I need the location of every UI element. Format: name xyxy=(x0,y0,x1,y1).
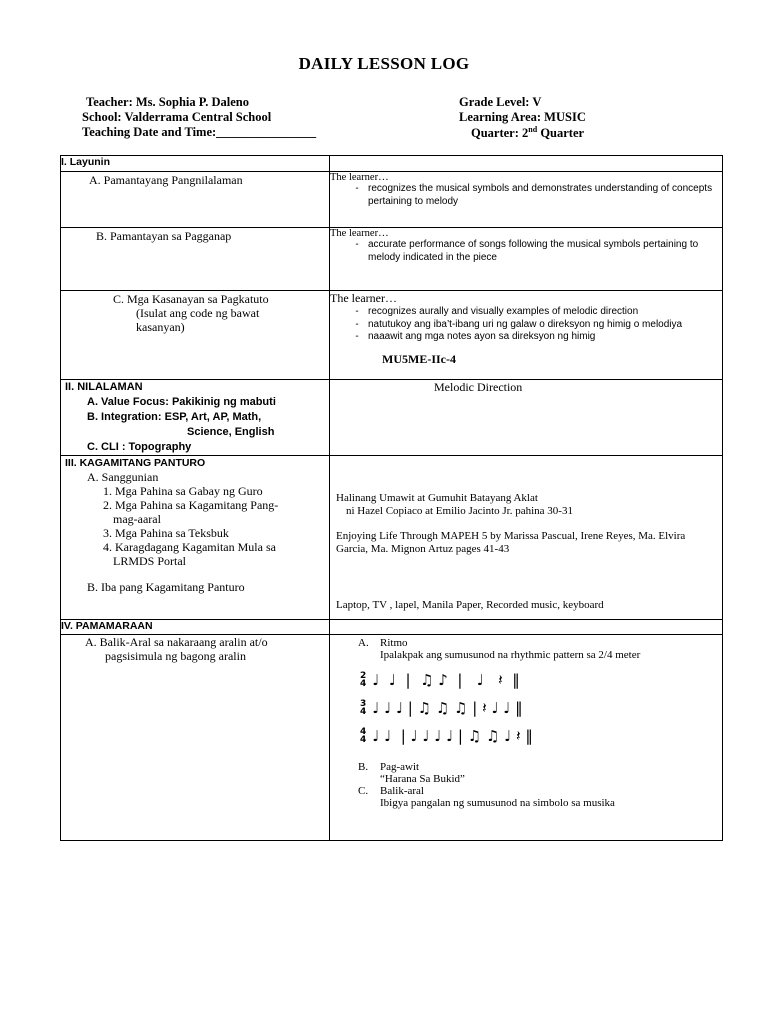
layunin-b-content: The learner… - accurate performance of songs following the musical symbols pertaining to melody indicated in the piece xyxy=(330,228,723,291)
section-nilalaman: II. NILALAMAN A. Value Focus: Pakikinig ng mabuti B. Integration: ESP, Art, AP, Math, Science, English C. CLI : Topography xyxy=(61,380,330,456)
section-kagamitan: III. KAGAMITANG PANTURO A. Sanggunian 1. Mga Pahina sa Gabay ng Guro 2. Mga Pahina sa Kagamitang Pang- mag-aaral 3. Mga Pahina sa Teksbuk 4. Karagdagang Kagamitan Mula sa LRMDS Portal B. Iba pang Kagamitang Panturo xyxy=(61,456,330,620)
grade-level: Grade Level: V xyxy=(459,95,542,109)
school-name: School: Valderrama Central School xyxy=(82,110,272,124)
document-title: DAILY LESSON LOG xyxy=(298,54,470,73)
layunin-a-label: A. Pamantayang Pangnilalaman xyxy=(61,172,330,228)
teacher-name: Teacher: Ms. Sophia P. Daleno xyxy=(86,95,249,109)
rhythm-patterns xyxy=(330,669,722,747)
rhythm-line-3: 4 4 ♩ ♩ | ♩ ♩ ♩ ♩ | ♫ ♫ ♩ 𝄽 ‖ xyxy=(360,727,533,745)
rhythm-line-2: 3 4 ♩ ♩ ♩ | ♫ ♫ ♫ | 𝄽 ♩ ♩ ‖ xyxy=(360,699,523,717)
nilalaman-content: Melodic Direction xyxy=(330,380,723,456)
competency-code: MU5ME-IIc-4 xyxy=(382,351,456,366)
learning-area: Learning Area: MUSIC xyxy=(459,110,586,124)
teaching-date: Teaching Date and Time:________________ xyxy=(82,125,317,139)
layunin-c-content: The learner… - recognizes aurally and visually examples of melodic direction - natutukoy ang iba’t-ibang uri ng galaw o direksyon ng himig o melodiya - naaawit ang mga notes ayon sa direksyon ng himig MU5ME-IIc-4 xyxy=(330,291,723,380)
section-layunin-heading: I. Layunin xyxy=(61,156,330,172)
pamamaraan-a-label: A. Balik-Aral sa nakaraang aralin at/o pagsisimula ng bagong aralin xyxy=(61,635,330,841)
layunin-c-label: C. Mga Kasanayan sa Pagkatuto (Isulat ang code ng bawat kasanyan) xyxy=(61,291,330,380)
lesson-log-table xyxy=(60,155,723,841)
pamamaraan-content: A. Ritmo Ipalakpak ang sumusunod na rhythmic pattern sa 2/4 meter 2 4 ♩ ♩ | ♫ ♪ | ♩ 𝄽 ‖ 3 4 ♩ ♩ ♩ | ♫ ♫ ♫ | 𝄽 ♩ ♩ ‖ 4 4 ♩ ♩ | ♩ ♩ ♩ ♩ | ♫ ♫ ♩ 𝄽 ‖ B. Pag-awit “Harana Sa Bukid” C. Balik-aral Ibigya pangalan ng sumusunod na simbolo sa musika xyxy=(330,635,723,841)
rhythm-line-1: 2 4 ♩ ♩ | ♫ ♪ | ♩ 𝄽 ‖ xyxy=(360,671,520,689)
layunin-a-content: The learner… - recognizes the musical symbols and demonstrates understanding of concepts pertaining to melody xyxy=(330,172,723,228)
layunin-b-label: B. Pamantayan sa Pagganap xyxy=(61,228,330,291)
section-pamamaraan-heading: IV. PAMAMARAAN xyxy=(61,620,330,635)
quarter: Quarter: 2nd Quarter xyxy=(471,125,585,141)
kagamitan-content: Halinang Umawit at Gumuhit Batayang Aklat ni Hazel Copiaco at Emilio Jacinto Jr. pahina 30-31 Enjoying Life Through MAPEH 5 by Marissa Pascual, Irene Reyes, Ma. Elvira Garcia, Ma. Mignon Artuz pages 41-43 Laptop, TV , lapel, Manila Paper, Recorded music, keyboard xyxy=(330,456,723,620)
